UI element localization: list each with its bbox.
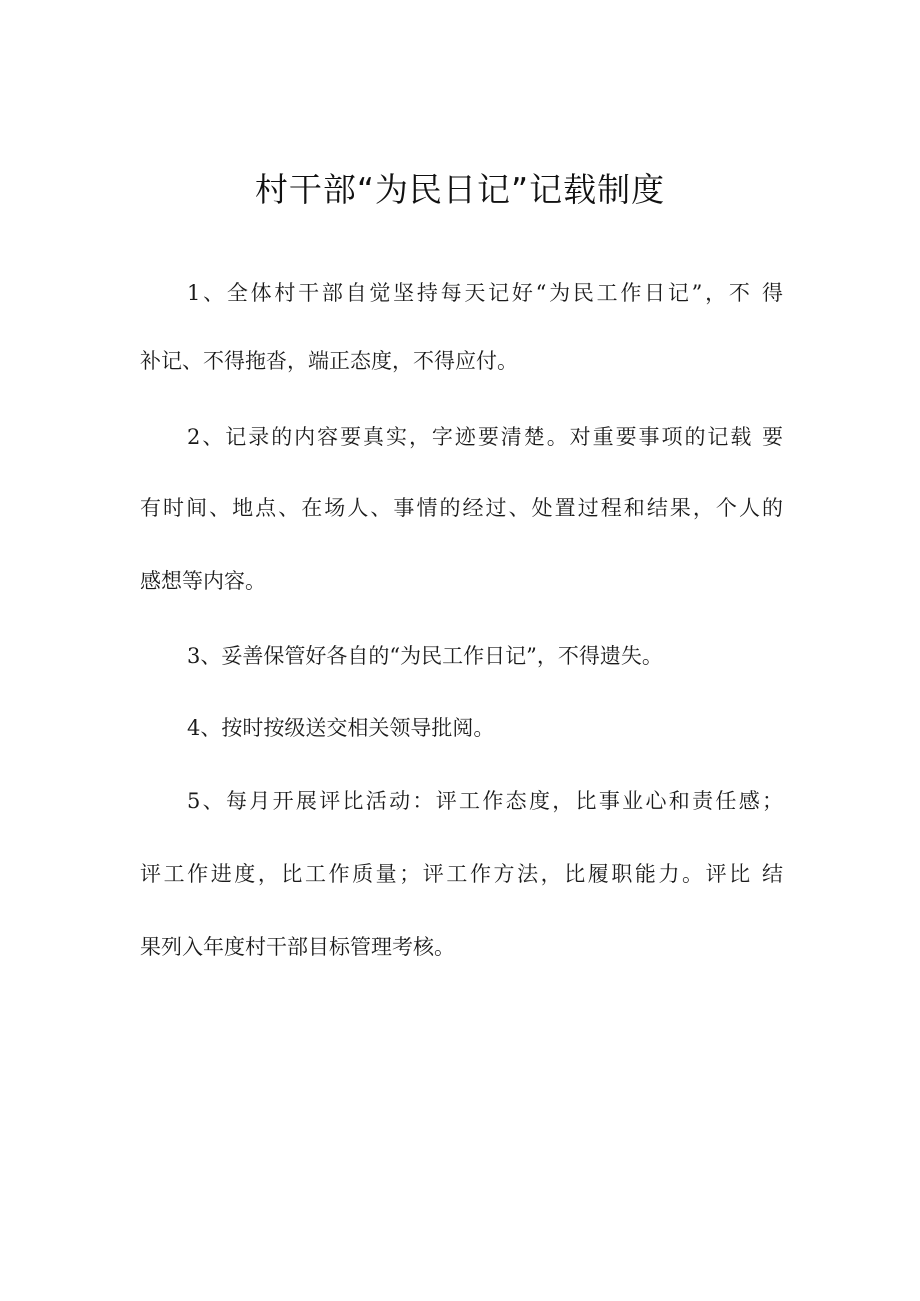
item-1-line-1: 1、全体村干部自觉坚持每天记好“为民工作日记”，不 得 [187,281,783,305]
item-1-line-2: 补记、不得拖沓，端正态度，不得应付。 [140,349,518,373]
item-5-line-2: 评工作进度，比工作质量；评工作方法，比履职能力。评比 结 [140,862,783,886]
item-2-line-1: 2、记录的内容要真实，字迹要清楚。对重要事项的记载 要 [187,425,783,449]
item-2-line-2: 有时间、地点、在场人、事情的经过、处置过程和结果，个人的 [140,496,783,520]
document-title: 村干部“为民日记”记载制度 [254,170,666,209]
item-5-line-3: 果列入年度村干部目标管理考核。 [140,935,455,959]
item-4-line-1: 4、按时按级送交相关领导批阅。 [187,716,495,740]
item-2-line-3: 感想等内容。 [140,569,266,593]
item-5-line-1: 5、每月开展评比活动：评工作态度，比事业心和责任感； [187,789,783,813]
item-3-line-1: 3、妥善保管好各自的“为民工作日记”，不得遗失。 [187,644,663,668]
